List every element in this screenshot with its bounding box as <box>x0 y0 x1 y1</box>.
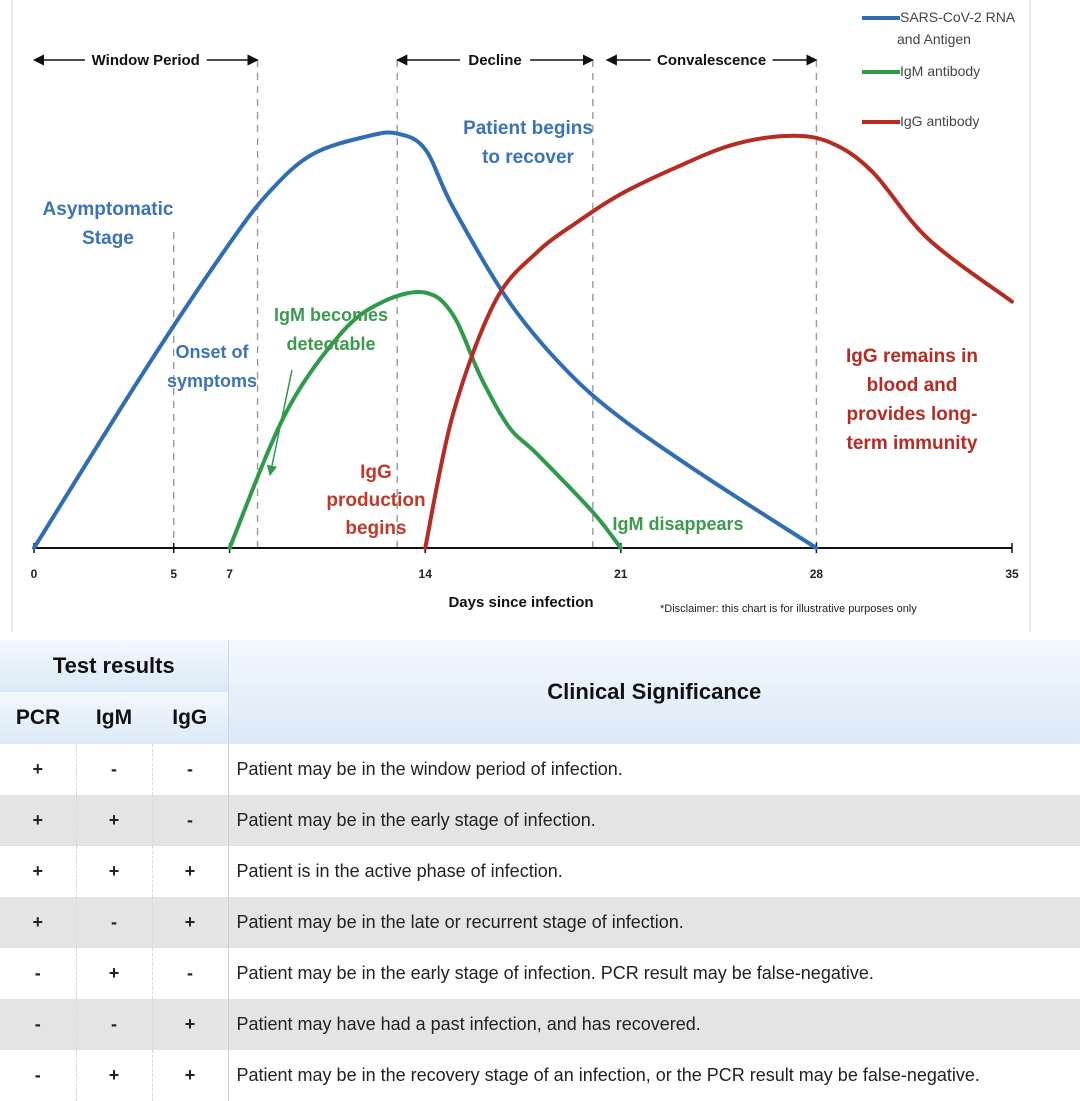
igm-detectable-arrow <box>270 370 292 475</box>
legend <box>862 9 1016 129</box>
phase-arrows <box>34 52 816 69</box>
cell-significance: Patient is in the active phase of infection. <box>236 861 563 881</box>
x-tick-label: 5 <box>170 567 178 581</box>
annotation-recover-2: to recover <box>482 147 574 168</box>
cell-pcr: + <box>0 846 76 897</box>
cell-pcr: + <box>0 795 76 846</box>
annotation-igg-production-1: IgG <box>360 462 392 483</box>
cell-igg: - <box>152 948 228 999</box>
column-header-igg: IgG <box>152 692 228 744</box>
cell-significance: Patient may be in the late or recurrent stage of infection. <box>228 897 1080 948</box>
table-row <box>0 795 1080 846</box>
annotation-igg-production-3: begins <box>345 518 407 539</box>
phase-label: Decline <box>468 52 522 69</box>
cell-igg: - <box>152 795 228 846</box>
cell-igm: + <box>76 795 152 846</box>
phase-label: Window Period <box>91 52 200 69</box>
test-results-table-area <box>0 640 1080 1100</box>
cell-pcr: + <box>0 744 76 795</box>
cell-igm: - <box>76 999 152 1050</box>
x-axis-label: Days since infection <box>448 594 594 611</box>
table-body <box>0 744 1080 1101</box>
cell-igg: + <box>152 846 228 897</box>
clinical-significance-header: Clinical Significance <box>228 640 1080 744</box>
annotation-igm-detectable-1: IgM becomes <box>273 305 389 325</box>
annotation-recover-1: Patient begins <box>463 118 593 139</box>
x-tick-label: 14 <box>418 567 432 581</box>
annotation-igg-remains-4: term immunity <box>846 433 978 454</box>
x-tick-label: 7 <box>226 567 233 581</box>
cell-igg: - <box>152 744 228 795</box>
x-tick-label: 21 <box>614 567 628 581</box>
annotation-onset-2: symptoms <box>166 371 258 391</box>
annotation-igm-detectable-2: detectable <box>286 334 376 354</box>
series-lines <box>34 132 1012 548</box>
table-row <box>0 846 1080 897</box>
cell-pcr: - <box>0 948 76 999</box>
legend-label-igm: IgM antibody <box>900 63 981 79</box>
cell-significance: Patient may be in the early stage of infection. PCR result may be false-negative. <box>236 963 874 983</box>
annotation-asymptomatic-2: Stage <box>82 228 134 249</box>
cell-igm: + <box>76 846 152 897</box>
table-row <box>0 999 1080 1050</box>
column-header-pcr: PCR <box>0 692 76 744</box>
annotation-asymptomatic-1: Asymptomatic <box>42 199 174 220</box>
x-tick-label: 28 <box>809 567 824 581</box>
chart-disclaimer: *Disclaimer: this chart is for illustrative purposes only <box>660 603 917 615</box>
x-axis <box>31 543 1019 581</box>
cell-pcr: - <box>0 999 76 1050</box>
cell-igg: + <box>152 1050 228 1101</box>
cell-significance: Patient may have had a past infection, and has recovered. <box>228 999 1080 1050</box>
phase-label: Convalescence <box>656 52 767 69</box>
cell-pcr: + <box>0 897 76 948</box>
table-row <box>0 948 1080 999</box>
test-results-table <box>0 640 1080 1101</box>
cell-significance: Patient may be in the window period of infection. <box>236 759 623 779</box>
annotation-igg-remains-1: IgG remains in <box>846 346 978 367</box>
x-tick-label: 0 <box>30 567 38 581</box>
legend-label-rna-1: SARS-CoV-2 RNA <box>900 9 1016 25</box>
series-line-rna-antigen <box>34 132 816 548</box>
table-row <box>0 744 1080 795</box>
cell-igm: + <box>76 1050 152 1101</box>
annotation-onset-1: Onset of <box>175 342 249 362</box>
cell-significance: Patient may be in the early stage of infection. <box>228 795 1080 846</box>
annotation-igm-disappears: IgM disappears <box>612 514 744 534</box>
annotation-igg-production-2: production <box>326 490 426 511</box>
annotation-igg-remains-2: blood and <box>866 375 958 396</box>
table-row <box>0 897 1080 948</box>
column-header-igm: IgM <box>76 692 152 744</box>
cell-igg: + <box>152 999 228 1050</box>
annotation-igg-remains-3: provides long- <box>846 404 978 425</box>
test-results-header: Test results <box>0 640 228 692</box>
cell-igm: - <box>76 897 152 948</box>
legend-label-rna-2: and Antigen <box>897 31 971 47</box>
cell-igg: + <box>152 897 228 948</box>
x-tick-label: 35 <box>1005 567 1019 581</box>
table-row <box>0 1050 1080 1101</box>
cell-igm: + <box>76 948 152 999</box>
cell-pcr: - <box>0 1050 76 1101</box>
cell-significance: Patient may be in the recovery stage of an infection, or the PCR result may be false-negative. <box>236 1065 980 1085</box>
cell-igm: - <box>76 744 152 795</box>
legend-label-igg: IgG antibody <box>900 113 980 129</box>
